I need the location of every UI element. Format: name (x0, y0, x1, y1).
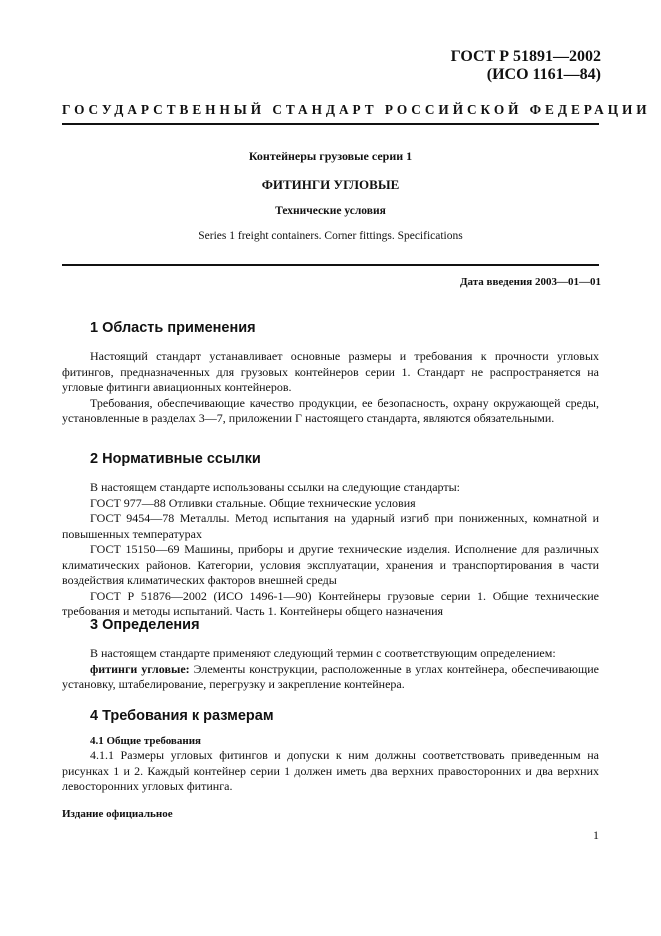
section-4-body (62, 735, 599, 795)
section-3-heading: 3 Определения (90, 617, 200, 633)
section-3-intro: В настоящем стандарте применяют следующий термин с соответствующим определением: (90, 646, 556, 660)
title-name: ФИТИНГИ УГЛОВЫЕ (261, 177, 400, 192)
iso-number: (ИСО 1161—84) (486, 66, 601, 83)
standard-code (451, 48, 601, 84)
definition-text: Элементы конструкции, расположенные в углах контейнера, обеспечивающие установку, штабелирование, перегрузку и закрепление контейнера. (62, 661, 599, 691)
title-divider (62, 264, 599, 266)
effective-date: Дата введения 2003—01—01 (459, 276, 601, 288)
reference-gost-51876: ГОСТ Р 51876—2002 (ИСО 1496-1—90) Контейнеры грузовые серии 1. Общие технические требования и методы испытаний. Часть 1. Контейнеры общего назначения (62, 588, 599, 618)
section-3-body (62, 646, 599, 693)
official-edition: Издание официальное (62, 808, 173, 820)
section-4-1-heading: 4.1 Общие требования (90, 735, 201, 747)
section-2-intro: В настоящем стандарте использованы ссылки на следующие стандарты: (90, 480, 461, 494)
reference-gost-9454: ГОСТ 9454—78 Металлы. Метод испытания на ударный изгиб при пониженных, комнатной и повышенных температурах (62, 511, 599, 541)
section-4-heading: 4 Требования к размерам (90, 708, 274, 724)
section-1-body (62, 349, 599, 427)
title-series: Контейнеры грузовые серии 1 (248, 149, 413, 163)
section-2-heading: 2 Нормативные ссылки (90, 451, 261, 467)
section-4-paragraph-1: 4.1.1 Размеры угловых фитингов и допуски к ним должны соответствовать приведенным на рисунках 1 и 2. Каждый контейнер серии 1 должен иметь два верхних правосторонних и два верхних левосторонних угловых фитинга. (62, 748, 599, 793)
reference-gost-15150: ГОСТ 15150—69 Машины, приборы и другие технические изделия. Исполнение для различных климатических районов. Категории, условия эксплуатации, хранения и транспортирования в части воздействия климатических факторов внешней среды (62, 542, 599, 587)
state-standard-heading: ГОСУДАРСТВЕННЫЙ СТАНДАРТ РОССИЙСКОЙ ФЕДЕРАЦИИ (62, 102, 651, 117)
section-1-paragraph-1: Настоящий стандарт устанавливает основные размеры и требования к прочности угловых фитингов, предназначенных для грузовых контейнеров серии 1. Стандарт не распространяется на угловые фитинги авиационных контейнеров. (62, 349, 599, 394)
page-number: 1 (593, 828, 599, 842)
section-1-paragraph-2: Требования, обеспечивающие качество продукции, ее безопасность, охрану окружающей среды, установленные в разделах 3—7, приложении Г настоящего стандарта, являются обязательными. (62, 395, 599, 425)
title-conditions: Технические условия (275, 205, 386, 217)
header-divider (62, 123, 599, 125)
section-1-heading: 1 Область применения (90, 320, 256, 336)
title-english: Series 1 freight containers. Corner fittings. Specifications (198, 230, 463, 242)
standard-number: ГОСТ Р 51891—2002 (450, 48, 601, 65)
reference-gost-977: ГОСТ 977—88 Отливки стальные. Общие технические условия (90, 495, 416, 510)
definition-term: фитинги угловые: (90, 661, 190, 676)
section-2-body (62, 480, 599, 620)
definition-paragraph (62, 662, 599, 693)
